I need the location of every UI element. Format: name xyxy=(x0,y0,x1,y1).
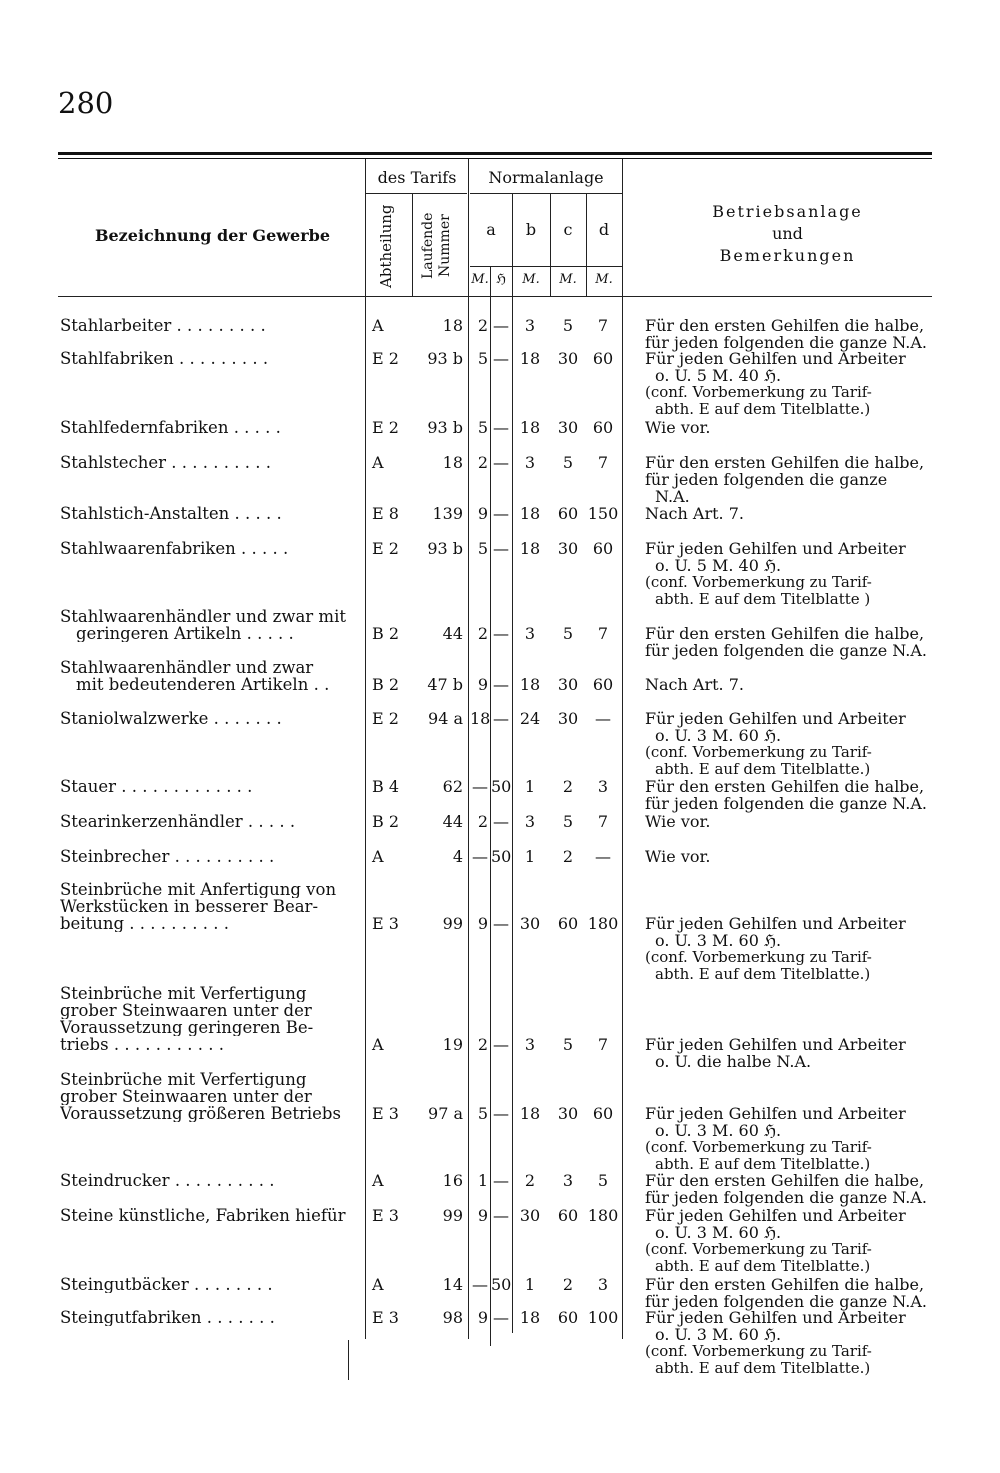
row-c: 30 xyxy=(557,539,579,558)
row-name xyxy=(60,1309,360,1326)
row-abtheilung: B 2 xyxy=(372,624,400,643)
row-name-line: Voraussetzung größeren Betriebs xyxy=(60,1105,341,1122)
row-b: 1 xyxy=(524,777,536,796)
row-laufende-nummer: 93 b xyxy=(427,539,463,558)
row-name xyxy=(60,881,360,932)
header-laufende-nummer: Laufende Nummer xyxy=(420,212,453,280)
row-laufende-nummer: 19 xyxy=(442,1035,463,1054)
row-a-mark: 9 xyxy=(477,675,488,694)
row-abtheilung: A xyxy=(372,453,384,472)
row-laufende-nummer: 47 b xyxy=(427,675,463,694)
row-d: — xyxy=(595,847,611,866)
row-a-mark: — xyxy=(472,777,488,796)
row-remarks-line: für jeden folgenden die ganze xyxy=(645,470,888,489)
row-a-pf: — xyxy=(493,453,509,472)
header-remarks-2: und xyxy=(772,224,803,243)
row-name xyxy=(60,505,360,522)
row-name-line: Steinbrüche mit Anfertigung von xyxy=(60,881,337,898)
row-remarks-line: o. U. 5 M. 40 ℌ. xyxy=(655,366,782,385)
tarif-group-underline xyxy=(366,193,467,194)
row-remarks xyxy=(645,540,935,608)
row-laufende-nummer: 18 xyxy=(442,453,463,472)
row-remarks-line: für jeden folgenden die ganze N.A. xyxy=(645,1188,927,1207)
row-remarks-line: abth. E auf dem Titelblatte.) xyxy=(655,1257,871,1275)
row-a-pf: 50 xyxy=(491,777,512,796)
row-laufende-nummer: 44 xyxy=(442,812,463,831)
row-c: 5 xyxy=(562,812,574,831)
row-a-mark: 5 xyxy=(477,418,488,437)
row-laufende-nummer: 93 b xyxy=(427,418,463,437)
row-abtheilung: B 2 xyxy=(372,675,400,694)
row-remarks xyxy=(645,317,935,351)
row-remarks-line: Für den ersten Gehilfen die halbe, xyxy=(645,777,925,796)
row-remarks-line: Für jeden Gehilfen und Arbeiter xyxy=(645,1035,906,1054)
row-name xyxy=(60,1071,360,1122)
col-sep-d xyxy=(622,159,623,1339)
row-c: 60 xyxy=(557,914,579,933)
row-remarks xyxy=(645,1309,935,1377)
row-remarks-line: Für den ersten Gehilfen die halbe, xyxy=(645,1171,925,1190)
row-a-pf: — xyxy=(493,1171,509,1190)
row-remarks xyxy=(645,1276,935,1310)
currency-mark-a: M. xyxy=(471,272,489,287)
header-col-d: d xyxy=(598,220,610,239)
row-name-line: Werkstücken in besserer Bear- xyxy=(60,898,319,915)
row-remarks-line: N.A. xyxy=(655,487,690,506)
row-abtheilung: E 3 xyxy=(372,1308,399,1327)
row-remarks xyxy=(645,350,935,418)
row-remarks-line: abth. E auf dem Titelblatte.) xyxy=(655,400,871,418)
row-b: 1 xyxy=(524,1275,536,1294)
row-remarks-line: (conf. Vorbemerkung zu Tarif- xyxy=(645,1342,872,1360)
col-sep-nr xyxy=(468,159,469,1339)
row-remarks-line: o. U. 3 M. 60 ℌ. xyxy=(655,1325,782,1344)
row-laufende-nummer: 44 xyxy=(442,624,463,643)
row-d: 180 xyxy=(587,1206,619,1225)
row-name-line: Stahlstich-Anstalten . . . . . xyxy=(60,505,282,522)
row-a-mark: 5 xyxy=(477,539,488,558)
currency-mark-d: M. xyxy=(595,272,613,287)
page-number: 280 xyxy=(58,86,114,120)
currency-row-line xyxy=(470,266,622,267)
row-c: 2 xyxy=(562,847,574,866)
row-remarks-line: abth. E auf dem Titelblatte.) xyxy=(655,1155,871,1173)
row-remarks-line: Wie vor. xyxy=(645,847,711,866)
row-laufende-nummer: 62 xyxy=(442,777,463,796)
row-name xyxy=(60,317,360,334)
row-remarks-line: o. U. 3 M. 60 ℌ. xyxy=(655,726,782,745)
row-a-pf: 50 xyxy=(491,1275,512,1294)
row-remarks xyxy=(645,813,935,830)
row-b: 18 xyxy=(519,539,541,558)
row-c: 2 xyxy=(562,1275,574,1294)
row-b: 30 xyxy=(519,914,541,933)
row-c: 30 xyxy=(557,709,579,728)
row-name-line: grober Steinwaaren unter der xyxy=(60,1088,312,1105)
row-name xyxy=(60,848,360,865)
row-name-line: Stahlfedernfabriken . . . . . xyxy=(60,419,281,436)
row-remarks-line: für jeden folgenden die ganze N.A. xyxy=(645,333,927,352)
header-remarks-3: Bemerkungen xyxy=(719,246,856,265)
row-laufende-nummer: 139 xyxy=(432,504,463,523)
row-name-line: Voraussetzung geringeren Be- xyxy=(60,1019,314,1036)
row-b: 18 xyxy=(519,1104,541,1123)
row-remarks-line: o. U. 3 M. 60 ℌ. xyxy=(655,1223,782,1242)
row-name-line: Steinbrüche mit Verfertigung xyxy=(60,1071,307,1088)
row-remarks-line: abth. E auf dem Titelblatte.) xyxy=(655,760,871,778)
row-b: 2 xyxy=(524,1171,536,1190)
header-col-a: a xyxy=(486,220,496,239)
row-b: 18 xyxy=(519,349,541,368)
row-d: 5 xyxy=(597,1171,609,1190)
row-name-line: Steine künstliche, Fabriken hiefür xyxy=(60,1207,346,1224)
row-remarks-line: Für den ersten Gehilfen die halbe, xyxy=(645,316,925,335)
row-d: 7 xyxy=(597,624,609,643)
row-remarks xyxy=(645,710,935,778)
currency-mark-c: M. xyxy=(559,272,577,287)
header-col-b: b xyxy=(525,220,537,239)
row-abtheilung: A xyxy=(372,316,384,335)
row-d: 100 xyxy=(587,1308,619,1327)
row-a-mark: 5 xyxy=(477,1104,488,1123)
row-c: 60 xyxy=(557,1308,579,1327)
row-laufende-nummer: 4 xyxy=(452,847,463,866)
row-abtheilung: B 2 xyxy=(372,812,400,831)
row-d: 7 xyxy=(597,812,609,831)
row-name-line: triebs . . . . . . . . . . . xyxy=(60,1036,224,1053)
row-a-pf: — xyxy=(493,418,509,437)
row-name-line: Staniolwalzwerke . . . . . . . xyxy=(60,710,282,727)
row-remarks-line: abth. E auf dem Titelblatte ) xyxy=(655,590,871,608)
row-b: 3 xyxy=(524,316,536,335)
row-remarks xyxy=(645,1036,935,1070)
row-a-pf: 50 xyxy=(491,847,512,866)
row-laufende-nummer: 99 xyxy=(442,1206,463,1225)
row-remarks xyxy=(645,505,935,522)
row-b: 18 xyxy=(519,418,541,437)
row-a-mark: 18 xyxy=(470,709,491,728)
row-d: 150 xyxy=(587,504,619,523)
row-laufende-nummer: 93 b xyxy=(427,349,463,368)
header-tarif-group: des Tarifs xyxy=(377,168,457,187)
row-remarks-line: (conf. Vorbemerkung zu Tarif- xyxy=(645,383,872,401)
row-b: 3 xyxy=(524,624,536,643)
row-a-pf: — xyxy=(493,624,509,643)
row-remarks xyxy=(645,625,935,659)
header-remarks-1: Betriebsanlage xyxy=(712,202,863,221)
row-c: 30 xyxy=(557,349,579,368)
row-a-mark: 9 xyxy=(477,914,488,933)
row-remarks-line: Nach Art. 7. xyxy=(645,675,744,694)
row-remarks-line: Für jeden Gehilfen und Arbeiter xyxy=(645,1308,906,1327)
row-remarks-line: Für den ersten Gehilfen die halbe, xyxy=(645,453,925,472)
row-d: 7 xyxy=(597,453,609,472)
row-name-line: Steinbrecher . . . . . . . . . . xyxy=(60,848,275,865)
row-a-mark: 2 xyxy=(477,812,488,831)
row-c: 5 xyxy=(562,1035,574,1054)
row-laufende-nummer: 14 xyxy=(442,1275,463,1294)
row-b: 30 xyxy=(519,1206,541,1225)
row-remarks-line: Für den ersten Gehilfen die halbe, xyxy=(645,624,925,643)
row-remarks-line: (conf. Vorbemerkung zu Tarif- xyxy=(645,1240,872,1258)
row-a-pf: — xyxy=(493,316,509,335)
top-rule-thin xyxy=(58,158,932,159)
row-name xyxy=(60,540,360,557)
row-a-mark: — xyxy=(472,847,488,866)
header-normal-group: Normalanlage xyxy=(488,168,604,187)
row-name xyxy=(60,419,360,436)
row-d: 60 xyxy=(592,675,614,694)
row-remarks-line: o. U. die halbe N.A. xyxy=(655,1052,812,1071)
row-laufende-nummer: 99 xyxy=(442,914,463,933)
row-b: 3 xyxy=(524,1035,536,1054)
row-name-line: Steindrucker . . . . . . . . . . xyxy=(60,1172,275,1189)
row-name-line: Stahlwaarenfabriken . . . . . xyxy=(60,540,289,557)
row-name xyxy=(60,608,360,642)
row-abtheilung: E 2 xyxy=(372,709,399,728)
row-d: 180 xyxy=(587,914,619,933)
row-remarks-line: Für jeden Gehilfen und Arbeiter xyxy=(645,1104,906,1123)
row-remarks-line: Für jeden Gehilfen und Arbeiter xyxy=(645,349,906,368)
row-a-mark: 1 xyxy=(477,1171,488,1190)
row-a-pf: — xyxy=(493,1308,509,1327)
row-a-mark: 5 xyxy=(477,349,488,368)
row-remarks-line: für jeden folgenden die ganze N.A. xyxy=(645,641,927,660)
row-b: 3 xyxy=(524,453,536,472)
row-a-mark: 2 xyxy=(477,453,488,472)
row-c: 5 xyxy=(562,316,574,335)
row-c: 60 xyxy=(557,1206,579,1225)
row-laufende-nummer: 18 xyxy=(442,316,463,335)
row-abtheilung: A xyxy=(372,1171,384,1190)
row-b: 24 xyxy=(519,709,541,728)
row-name-line: Steingutbäcker . . . . . . . . xyxy=(60,1276,273,1293)
row-a-mark: 9 xyxy=(477,1206,488,1225)
row-remarks-line: (conf. Vorbemerkung zu Tarif- xyxy=(645,573,872,591)
row-remarks-line: Für den ersten Gehilfen die halbe, xyxy=(645,1275,925,1294)
row-name-line: Stauer . . . . . . . . . . . . . xyxy=(60,778,253,795)
col-sep-name xyxy=(365,159,366,1339)
row-remarks-line: für jeden folgenden die ganze N.A. xyxy=(645,794,927,813)
row-name-line: Stahlfabriken . . . . . . . . . xyxy=(60,350,269,367)
row-laufende-nummer: 16 xyxy=(442,1171,463,1190)
row-remarks-line: Nach Art. 7. xyxy=(645,504,744,523)
row-name-line: grober Steinwaaren unter der xyxy=(60,1002,312,1019)
col-sep-abth xyxy=(412,193,413,296)
row-remarks-line: o. U. 3 M. 60 ℌ. xyxy=(655,1121,782,1140)
row-remarks-line: (conf. Vorbemerkung zu Tarif- xyxy=(645,948,872,966)
row-remarks-line: Wie vor. xyxy=(645,812,711,831)
row-d: 3 xyxy=(597,1275,609,1294)
row-abtheilung: B 4 xyxy=(372,777,400,796)
row-remarks xyxy=(645,419,935,436)
row-remarks xyxy=(645,1105,935,1173)
row-name-line: Stahlwaarenhändler und zwar mit xyxy=(60,608,346,625)
row-c: 5 xyxy=(562,624,574,643)
row-a-mark: 2 xyxy=(477,316,488,335)
row-laufende-nummer: 97 a xyxy=(428,1104,463,1123)
row-laufende-nummer: 98 xyxy=(442,1308,463,1327)
row-a-pf: — xyxy=(493,914,509,933)
row-remarks-line: abth. E auf dem Titelblatte.) xyxy=(655,1359,871,1377)
row-a-pf: — xyxy=(493,504,509,523)
row-name xyxy=(60,1172,360,1189)
row-name xyxy=(60,350,360,367)
row-a-pf: — xyxy=(493,709,509,728)
row-remarks xyxy=(645,848,935,865)
row-a-mark: 9 xyxy=(477,504,488,523)
row-c: 60 xyxy=(557,504,579,523)
row-b: 18 xyxy=(519,504,541,523)
row-remarks-line: o. U. 3 M. 60 ℌ. xyxy=(655,931,782,950)
row-name-line: Steingutfabriken . . . . . . . xyxy=(60,1309,275,1326)
row-name xyxy=(60,778,360,795)
row-a-pf: — xyxy=(493,539,509,558)
col-sep-tail xyxy=(348,1340,349,1380)
header-abtheilung: Abtheilung xyxy=(377,204,395,288)
row-b: 18 xyxy=(519,1308,541,1327)
row-name xyxy=(60,659,360,693)
row-remarks-line: Für jeden Gehilfen und Arbeiter xyxy=(645,914,906,933)
row-abtheilung: E 8 xyxy=(372,504,399,523)
row-c: 2 xyxy=(562,777,574,796)
row-name-line: Stearinkerzenhändler . . . . . xyxy=(60,813,296,830)
row-name-line: beitung . . . . . . . . . . xyxy=(60,915,229,932)
row-remarks-line: Für jeden Gehilfen und Arbeiter xyxy=(645,1206,906,1225)
row-a-pf: — xyxy=(493,1104,509,1123)
row-abtheilung: A xyxy=(372,1275,384,1294)
row-abtheilung: E 3 xyxy=(372,1206,399,1225)
row-d: 7 xyxy=(597,1035,609,1054)
row-b: 3 xyxy=(524,812,536,831)
row-remarks xyxy=(645,778,935,812)
row-name xyxy=(60,1276,360,1293)
row-b: 18 xyxy=(519,675,541,694)
row-name-line: Stahlwaarenhändler und zwar xyxy=(60,659,314,676)
row-name-line: Stahlarbeiter . . . . . . . . . xyxy=(60,317,266,334)
row-d: 60 xyxy=(592,418,614,437)
row-remarks xyxy=(645,676,935,693)
row-a-pf: — xyxy=(493,1035,509,1054)
row-abtheilung: E 2 xyxy=(372,349,399,368)
row-c: 30 xyxy=(557,675,579,694)
normal-group-underline xyxy=(470,193,622,194)
row-remarks-line: abth. E auf dem Titelblatte.) xyxy=(655,965,871,983)
header-name-col: Bezeichnung der Gewerbe xyxy=(94,226,331,245)
row-remarks-line: (conf. Vorbemerkung zu Tarif- xyxy=(645,743,872,761)
row-abtheilung: A xyxy=(372,1035,384,1054)
row-c: 3 xyxy=(562,1171,574,1190)
row-a-pf: — xyxy=(493,1206,509,1225)
row-remarks xyxy=(645,454,935,505)
row-name-line: Stahlstecher . . . . . . . . . . xyxy=(60,454,271,471)
row-abtheilung: E 2 xyxy=(372,539,399,558)
row-remarks-line: Für jeden Gehilfen und Arbeiter xyxy=(645,539,906,558)
row-remarks-line: Für jeden Gehilfen und Arbeiter xyxy=(645,709,906,728)
row-d: — xyxy=(595,709,611,728)
row-a-mark: 9 xyxy=(477,1308,488,1327)
row-a-pf: — xyxy=(493,349,509,368)
row-a-mark: 2 xyxy=(477,624,488,643)
row-a-mark: 2 xyxy=(477,1035,488,1054)
row-a-pf: — xyxy=(493,812,509,831)
row-abtheilung: E 2 xyxy=(372,418,399,437)
top-rule-thick xyxy=(58,152,932,155)
row-a-mark: — xyxy=(472,1275,488,1294)
row-remarks-line: für jeden folgenden die ganze N.A. xyxy=(645,1292,927,1311)
currency-mark-b: M. xyxy=(522,272,540,287)
row-abtheilung: A xyxy=(372,847,384,866)
row-name xyxy=(60,454,360,471)
row-c: 30 xyxy=(557,418,579,437)
row-name-line: Steinbrüche mit Verfertigung xyxy=(60,985,307,1002)
row-abtheilung: E 3 xyxy=(372,914,399,933)
row-d: 7 xyxy=(597,316,609,335)
row-d: 60 xyxy=(592,539,614,558)
row-name xyxy=(60,985,360,1053)
row-remarks-line: Wie vor. xyxy=(645,418,711,437)
row-abtheilung: E 3 xyxy=(372,1104,399,1123)
row-remarks xyxy=(645,915,935,983)
row-remarks xyxy=(645,1207,935,1275)
row-a-pf: — xyxy=(493,675,509,694)
row-name-line: mit bedeutenderen Artikeln . . xyxy=(76,676,330,693)
row-name xyxy=(60,710,360,727)
row-c: 5 xyxy=(562,453,574,472)
row-name xyxy=(60,813,360,830)
row-b: 1 xyxy=(524,847,536,866)
row-name xyxy=(60,1207,360,1224)
currency-pf-a: ℌ xyxy=(496,272,506,287)
row-d: 60 xyxy=(592,1104,614,1123)
row-d: 3 xyxy=(597,777,609,796)
row-name-line: geringeren Artikeln . . . . . xyxy=(76,625,294,642)
row-remarks-line: (conf. Vorbemerkung zu Tarif- xyxy=(645,1138,872,1156)
header-col-c: c xyxy=(563,220,573,239)
header-bottom-rule xyxy=(58,296,932,297)
row-laufende-nummer: 94 a xyxy=(428,709,463,728)
row-remarks-line: o. U. 5 M. 40 ℌ. xyxy=(655,556,782,575)
row-d: 60 xyxy=(592,349,614,368)
row-c: 30 xyxy=(557,1104,579,1123)
row-remarks xyxy=(645,1172,935,1206)
